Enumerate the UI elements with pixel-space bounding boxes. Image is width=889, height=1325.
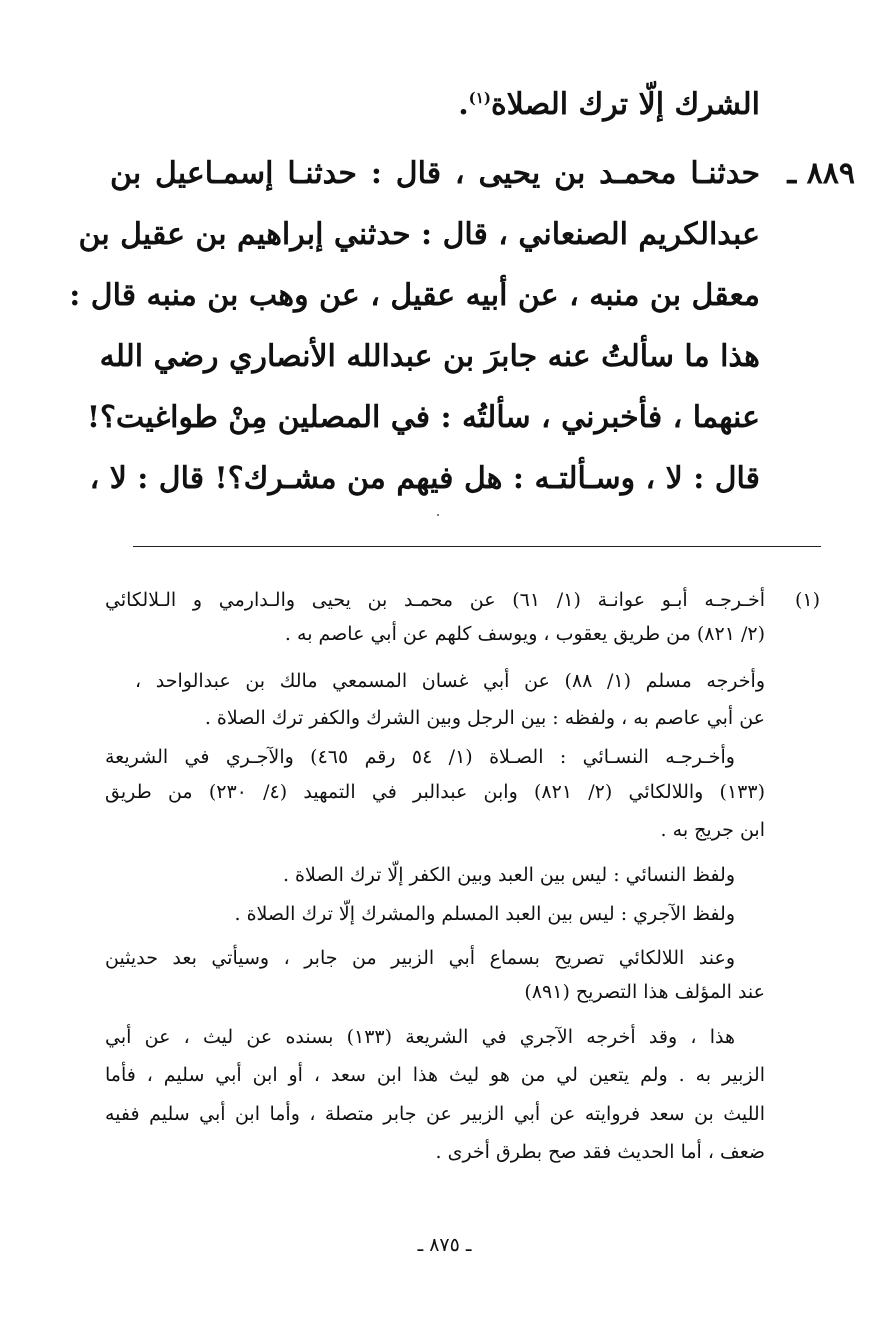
main-line-0-text: الشرك إلّا ترك الصلاة bbox=[490, 87, 760, 122]
footnote-line: وعند اللالكائي تصريح بسماع أبي الزبير من جابر ، وسيأتي بعد حديثين bbox=[105, 947, 735, 969]
hadith-line-5 bbox=[86, 387, 760, 448]
footnote-line: ولفظ الآجري : ليس بين العبد المسلم والمشرك إلّا ترك الصلاة . bbox=[234, 903, 735, 925]
hadith-line-4-text: هذا ما سألتُ عنه جابرَ بن عبدالله الأنصاري رضي الله bbox=[99, 339, 760, 374]
footnote-marker: (١) bbox=[468, 89, 491, 107]
hadith-line-6-text: قال : لا ، وسـألتـه : هل فيهم من مشـرك؟! قال : لا ، bbox=[89, 461, 760, 496]
footnote-line: ولفظ النسائي : ليس بين العبد وبين الكفر إلّا ترك الصلاة . bbox=[282, 864, 735, 886]
footnote-line: (١٣٣) واللالكائي (٢/ ٨٢١) وابن عبدالبر في التمهيد (٤/ ٢٣٠) من طريق bbox=[105, 781, 765, 803]
footnote-line: (٢/ ٨٢١) من طريق يعقوب ، ويوسف كلهم عن أبي عاصم به . bbox=[284, 623, 765, 645]
hadith-line-5-text: عنهما ، فأخبرني ، سألتُه : في المصلين مِنْ طواغيت؟! bbox=[86, 400, 760, 435]
footnote-line: الزبير به . ولم يتعين لي من هو ليث هذا ابن سعد ، أو ابن أبي سليم ، فأما bbox=[105, 1064, 765, 1086]
hadith-line-3 bbox=[69, 265, 760, 326]
hadith-line-1 bbox=[110, 143, 760, 204]
hadith-line-6 bbox=[89, 448, 760, 509]
main-line-0-end: . bbox=[458, 87, 469, 122]
footnote-divider bbox=[133, 546, 821, 547]
hadith-line-2 bbox=[78, 204, 760, 265]
footnote-line: الليث بن سعد فروايته عن أبي الزبير عن جابر متصلة ، وأما ابن أبي سليم ففيه bbox=[105, 1103, 765, 1125]
hadith-line-4 bbox=[99, 326, 760, 387]
footnote-line: عن أبي عاصم به ، ولفظه : بين الرجل وبين الشرك والكفر ترك الصلاة . bbox=[204, 707, 765, 729]
footnote-line: ضعف ، أما الحديث فقد صح بطرق أخرى . bbox=[435, 1141, 765, 1163]
footnote-line: عند المؤلف هذا التصريح (٨٩١) bbox=[524, 981, 765, 1003]
hadith-number: ٨٨٩ ـ bbox=[787, 156, 855, 191]
footnote-line: أخـرجـه أبـو عوانـة (١/ ٦١) عن محمـد بن يحيى والـدارمي و الـلالكائي bbox=[105, 589, 765, 611]
footnote-number: (١) bbox=[794, 589, 820, 611]
main-line-0 bbox=[458, 68, 760, 135]
footnote-line: وأخـرجـه النسـائي : الصـلاة (١/ ٥٤ رقم ٤٦٥) والآجـري في الشريعة bbox=[105, 746, 735, 768]
hadith-line-1-text: حدثنـا محمـد بن يحيى ، قال : حدثنـا إسمـاعيل بن bbox=[110, 156, 760, 191]
footnote-line: وأخرجه مسلم (١/ ٨٨) عن أبي غسان المسمعي مالك بن عبدالواحد ، bbox=[135, 670, 765, 692]
hadith-line-3-text: معقل بن منبه ، عن أبيه عقيل ، عن وهب بن منبه قال : bbox=[69, 278, 760, 313]
hadith-line-2-text: عبدالكريم الصنعاني ، قال : حدثني إبراهيم بن عقيل بن bbox=[78, 217, 760, 252]
stray-dot bbox=[437, 514, 439, 516]
footnote-line: هذا ، وقد أخرجه الآجري في الشريعة (١٣٣) بسنده عن ليث ، عن أبي bbox=[105, 1026, 735, 1048]
footnote-line: ابن جريج به . bbox=[660, 819, 765, 841]
page-number: ـ ٨٧٥ ـ bbox=[417, 1234, 472, 1256]
